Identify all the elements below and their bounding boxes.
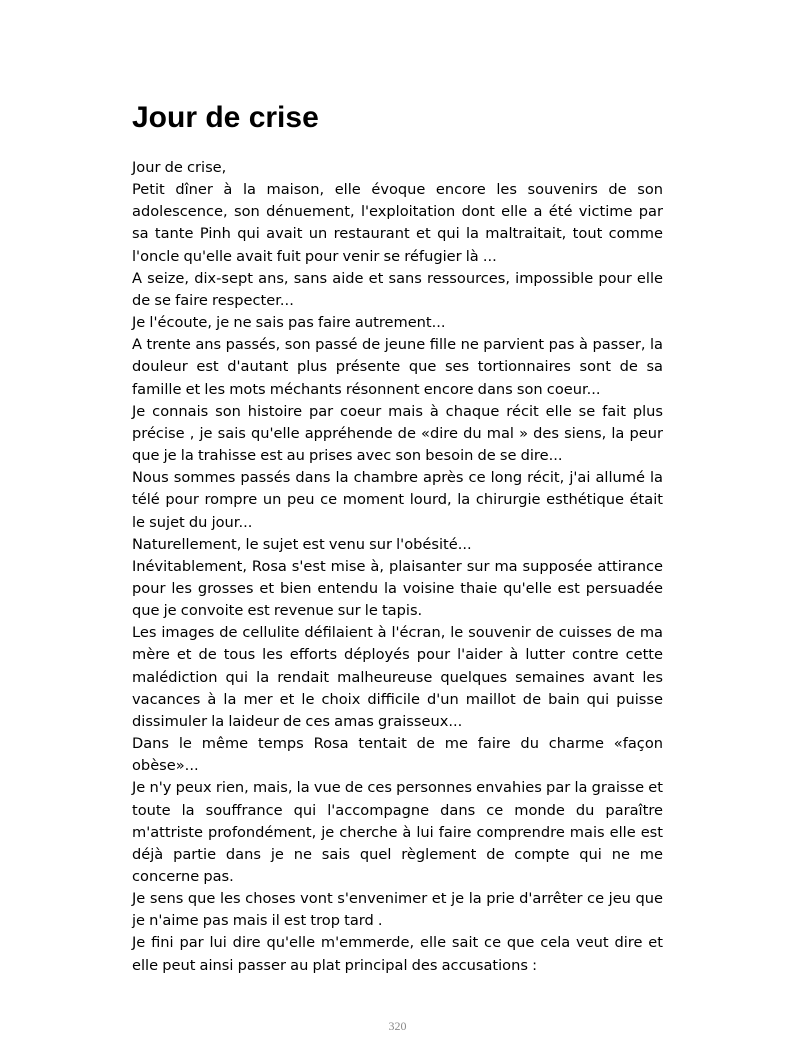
paragraph: Petit dîner à la maison, elle évoque encore les souvenirs de son adolescence, son dénuement, l'exploitation dont elle a été victime par sa tante Pinh qui avait un restaurant et qui la maltraitait, tout comme l'oncle qu'elle avait fuit pour venir se réfugier là ... [132,181,663,265]
page-number: 320 [388,1019,407,1033]
paragraph: Inévitablement, Rosa s'est mise à, plaisanter sur ma supposée attirance pour les grosses et bien entendu la voisine thaie qu'elle est persuadée que je convoite est revenue sur le tapis. [132,557,663,620]
paragraph: Dans le même temps Rosa tentait de me faire du charme «façon obèse»... [132,735,663,775]
paragraph: Je fini par lui dire qu'elle m'emmerde, elle sait ce que cela veut dire et elle peut ainsi passer au plat principal des accusations : [132,934,663,974]
paragraph: A seize, dix-sept ans, sans aide et sans ressources, impossible pour elle de se faire respecter... [132,269,663,309]
paragraph: Les images de cellulite défilaient à l'écran, le souvenir de cuisses de ma mère et de tous les efforts déployés pour l'aider à lutter contre cette malédiction qui la rendait malheureuse quelques semaines avant les vacances à la mer et le choix difficile d'un maillot de bain qui puisse dissimuler la laideur de ces amas graisseux... [132,624,663,730]
paragraph: Je connais son histoire par coeur mais à chaque récit elle se fait plus précise , je sais qu'elle appréhende de «dire du mal » des siens, la peur que je la trahisse est au prises avec son besoin de se dire... [132,402,663,465]
chapter-title: Jour de crise [132,101,319,134]
paragraph: Je n'y peux rien, mais, la vue de ces personnes envahies par la graisse et toute la souffrance qui l'accompagne dans ce monde du paraître m'attriste profondément, je cherche à lui faire comprendre mais elle est déjà partie dans je ne sais quel règlement de compte qui ne me concerne pas. [132,779,663,885]
paragraph: Je l'écoute, je ne sais pas faire autrement... [132,314,446,332]
paragraph: A trente ans passés, son passé de jeune fille ne parvient pas à passer, la douleur est d'autant plus présente que ses tortionnaires sont de sa famille et les mots méchants résonnent encore dans son coeur... [132,336,663,398]
paragraph: Je sens que les choses vont s'envenimer et je la prie d'arrêter ce jeu que je n'aime pas mais il est trop tard . [132,890,663,930]
paragraph: Naturellement, le sujet est venu sur l'obésité... [132,535,472,553]
body-text [132,157,663,977]
paragraph: Nous sommes passés dans la chambre après ce long récit, j'ai allumé la télé pour rompre un peu ce moment lourd, la chirurgie esthétique était le sujet du jour... [132,469,663,531]
paragraph: Jour de crise, [132,159,227,176]
